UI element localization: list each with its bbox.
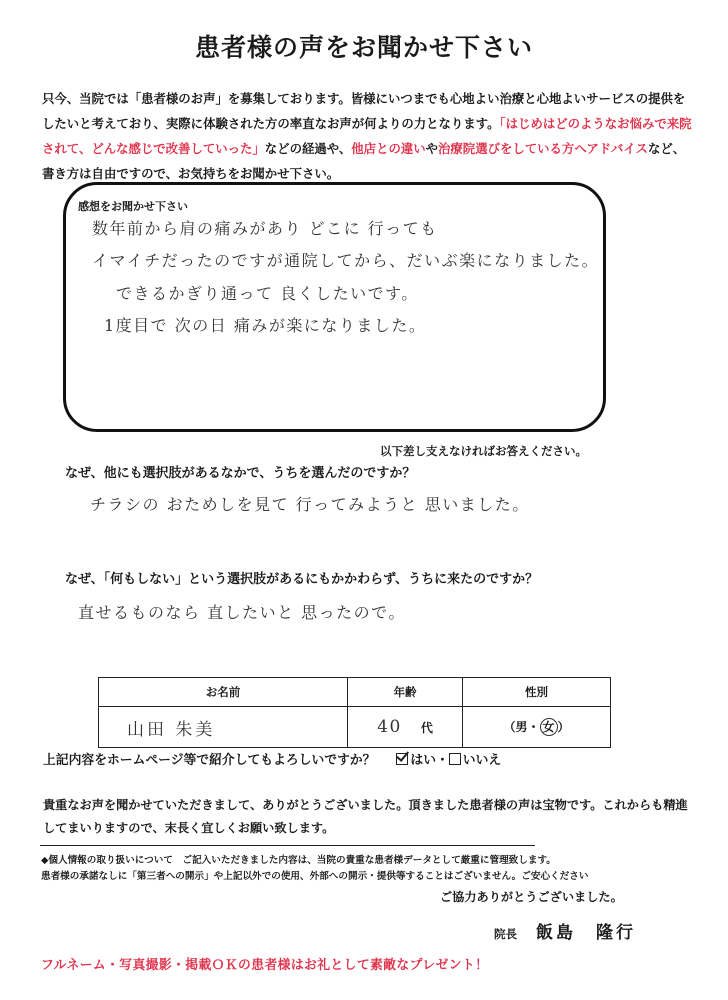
consent-yes-checkbox[interactable] (396, 753, 408, 765)
privacy-divider (40, 845, 535, 846)
gender-female-circled: 女 (540, 718, 558, 736)
page-title: 患者様の声をお聞かせ下さい (194, 33, 533, 62)
privacy-line-1: ◆個人情報の取り扱いについて ご記入いただきました内容は、当院の貴重な患者様データとして厳重に管理致します。 (41, 855, 556, 866)
consent-question: 上記内容をホームページ等で紹介してもよろしいですか？ (43, 753, 376, 768)
intro-highlight-2: 他店との違い (351, 141, 426, 156)
patient-info-table (98, 677, 611, 748)
footer-promo: フルネーム・写真撮影・掲載ＯＫの患者様はお礼として素敵なプレゼント！ (41, 958, 489, 973)
answer-1: チラシの おためしを見て 行ってみようと 思いました。 (90, 495, 530, 514)
intro-part-1: 只今、当院では「患者様のお声」を募集しております。皆様にいつまでも心地よい治療と心地よいサービスの提供をしたいと考えており、実際に体験された方の率直なお声が何よりの力となります。 (42, 91, 686, 131)
consent-no-label: いいえ (462, 753, 502, 768)
impression-line-3: できるかぎり通って 良くしたいです。 (116, 284, 419, 303)
gender-open-paren: （ (503, 720, 516, 734)
consent-separator: ・ (436, 753, 449, 768)
intro-part-4: など、書き方は自由ですので、お気持ちをお聞かせ下さい。 (42, 141, 686, 181)
consent-row (43, 749, 501, 768)
header-name: お名前 (99, 678, 348, 707)
optional-note: 以下差し支えなければお答えください。 (380, 444, 587, 458)
director-role: 院長 (494, 927, 517, 941)
thanks-message: 貴重なお声を聞かせていただきまして、ありがとうございました。頂きました患者様の声は宝物です。これからも精進してまいりますので、末長く宜しくお願い致します。 (43, 798, 688, 835)
name-cell (99, 707, 348, 748)
gender-cell (463, 707, 611, 748)
name-value: 山田 朱美 (127, 719, 216, 740)
gender-separator: ・ (527, 720, 540, 734)
intro-part-2: などの経過や、 (264, 141, 352, 156)
answer-2: 直せるものなら 直したいと 思ったので。 (78, 603, 406, 622)
director-name: 飯島 隆行 (536, 923, 636, 943)
question-1: なぜ、他にも選択肢があるなかで、うちを選んだのですか？ (65, 466, 416, 481)
age-unit: 代 (420, 721, 433, 735)
impression-line-1: 数年前から肩の痛みがあり どこに 行っても (92, 219, 438, 238)
table-value-row (99, 707, 611, 748)
closing-thanks: ご協力ありがとうございました。 (440, 890, 623, 904)
table-header-row (99, 678, 611, 707)
header-gender: 性別 (463, 678, 611, 707)
impression-line-4: 1度目で 次の日 痛みが楽になりました。 (104, 316, 427, 335)
impressions-label: 感想をお聞かせ下さい (78, 200, 188, 213)
consent-yes-label: はい (410, 753, 436, 768)
question-2: なぜ、「何もしない」という選択肢があるにもかかわらず、うちに来たのですか？ (65, 572, 539, 587)
impression-line-2: イマイチだったのですが通院してから、だいぶ楽になりました。 (92, 251, 600, 270)
privacy-line-2: 患者様の承諾なしに「第三者への開示」や上記以外での使用、外部への開示・提供等することはございません。ご安心ください (41, 871, 589, 882)
gender-male: 男 (515, 720, 528, 734)
header-age: 年齢 (348, 678, 463, 707)
age-value: 40 (377, 717, 402, 737)
intro-part-3: や (425, 141, 439, 156)
intro-highlight-3: 治療院選びをしている方へアドバイス (438, 141, 648, 156)
age-cell (348, 707, 463, 748)
gender-close-paren: ） (557, 720, 570, 734)
intro-text (42, 86, 692, 186)
consent-no-checkbox[interactable] (449, 753, 461, 765)
intro-highlight-1: 「はじめはどのようなお悩みで来院されて、どんな感じで改善していった」 (42, 116, 692, 156)
privacy-notice (41, 853, 588, 885)
